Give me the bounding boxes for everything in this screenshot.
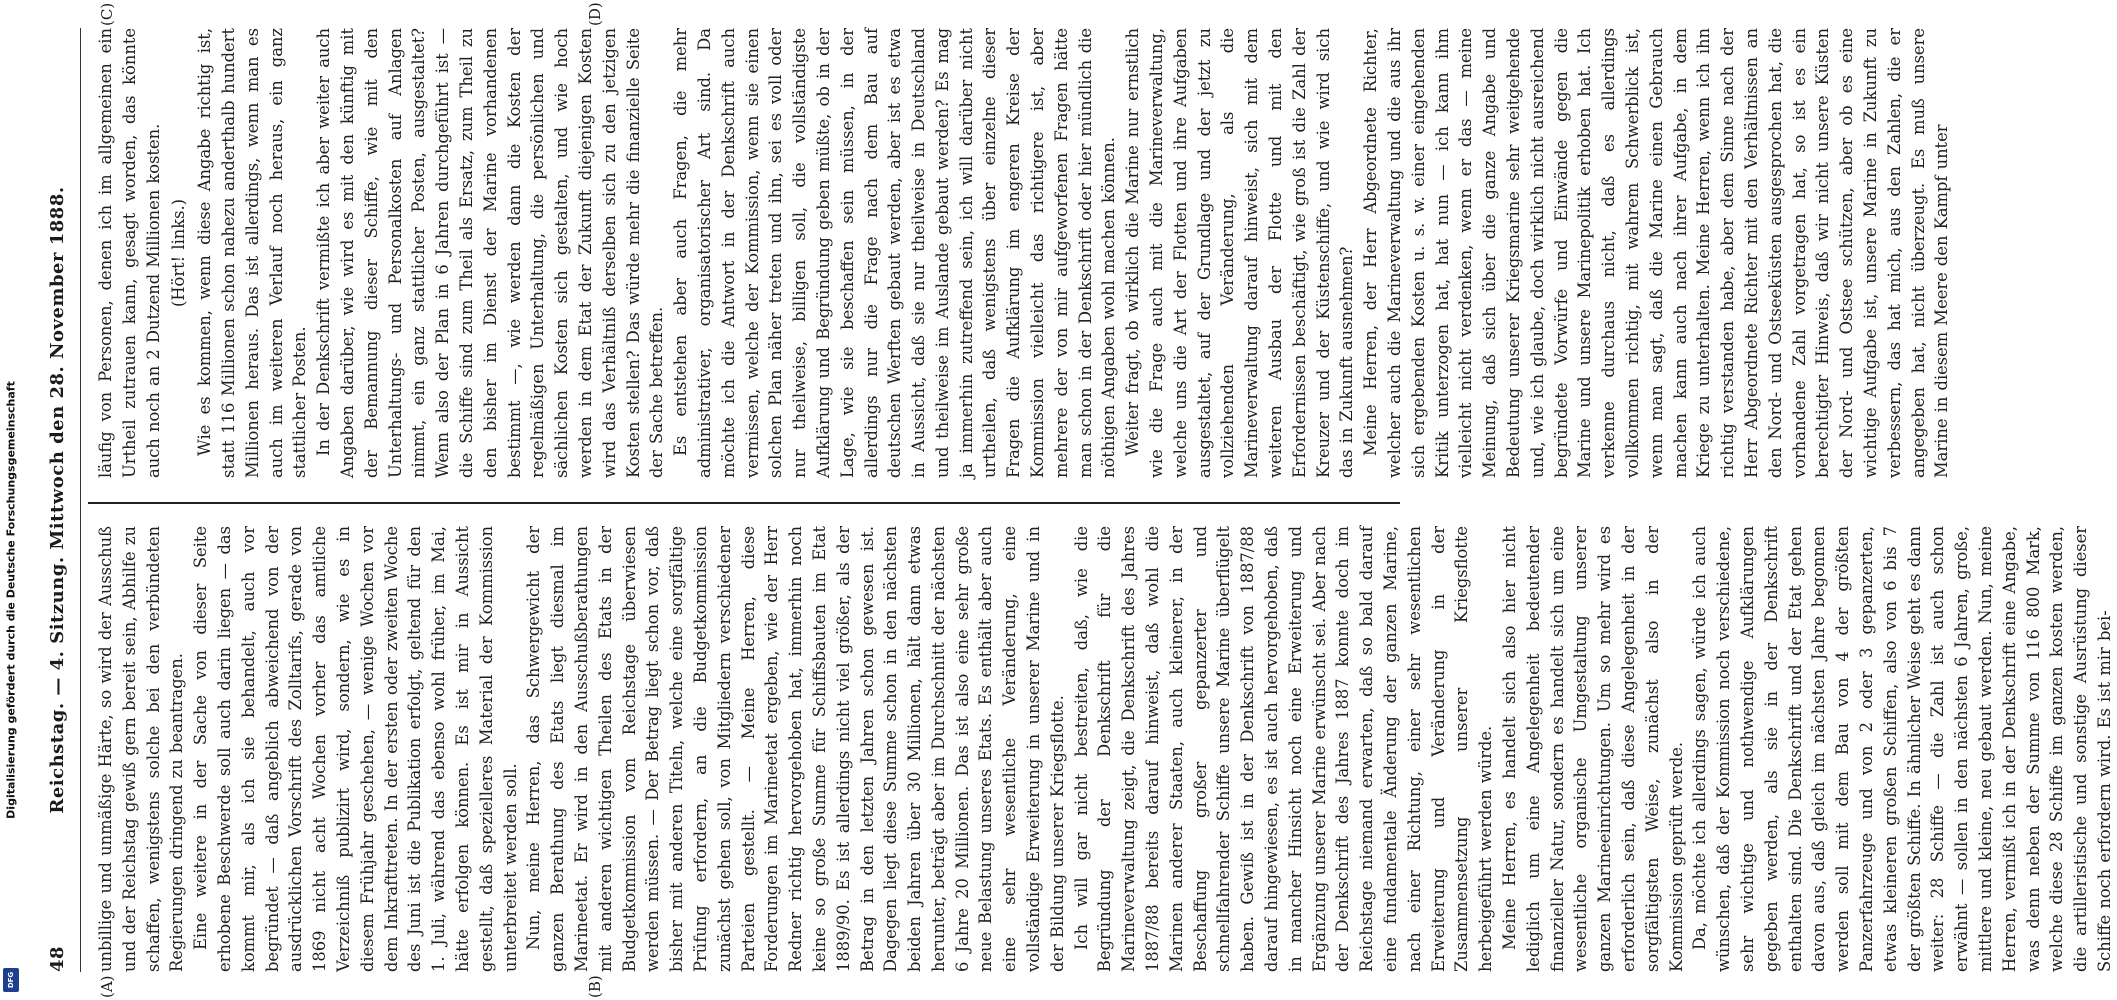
margin-marker-a: (A) (98, 975, 116, 998)
paragraph: Ich will gar nicht bestreiten, daß, wie die Begründung der Denkschrift für die Marineverwaltung zeigt, die Denkschrift des Jahres 1887/88 bereits darauf hinweist, daß wohl die Marinen anderer Staaten, auch kleinerer, in der Beschaffung großer gepanzerter und schnellfahrender Schiffe unsere Marine überflügelt haben. Gewiß ist in der Denkschrift von 1887/88 darauf hingewiesen, es ist auch hervorgehoben, daß in mancher Hinsicht noch eine Erweiterung und Ergänzung unserer Marine erwünscht sei. Aber nach der Denkschrift des Jahres 1887 konnte doch im Reichstage niemand erwarten, daß so bald darauf eine fundamentale Änderung der ganzen Marine, nach einer Richtung, einer sehr wesentlichen Erweiterung und Veränderung in der Zusammensetzung unserer Kriegsflotte herbeigeführt werden würde. (1071, 526, 1496, 972)
paragraph: Es entstehen aber auch Fragen, die mehr administrativer, organisatorischer Art sind. Da möchte ich die Antwort in der Denkschrift auch vermissen, welche der Kommission, wenn sie einen solchen Plan näher treten und ihn, sei es voll oder nur theilweise, billigen soll, die vollständigste Aufklärung und Begründung geben müßte, ob in der Lage, wie sie beschaffen sein müssen, in der allerdings nur die Frage nach dem Bau auf deutschen Werften gebaut werden, aber ist es etwa in Aussicht, daß sie nur theilweise in Deutschland und theilweise im Auslande gebaut werden? Es mag ja immerhin zutreffend sein, ich will darüber nicht urtheilen, daß wenigstens über einzelne dieser Fragen die Aufklärung im engeren Kreise der Kommission vielleicht das richtigere ist, aber mehrere der von mir aufgeworfenen Fragen hätte man schon in der Denkschrift oder hier mündlich die nöthigen Angaben wohl machen können. (671, 28, 1119, 478)
header-rule (80, 28, 81, 972)
paragraph: Meine Herren, der Herr Abgeordnete Richter, welcher auch die Marineverwaltung und die aus ihr sich ergebenden Kosten u. s. w. einer eingehenden Kritik unterzogen hat, hat nun — ich kann ihm vielleicht nicht verdenken, wenn er das — meine Meinung, daß sich über die ganze Angabe und Bedeutung unserer Kriegsmarine sehr weitgehende und, wie ich glaube, doch wirklich nicht ausreichend begründete Vorwürfe und Einwände gegen die Marine und unsere Marinepolitik erhoben hat. Ich verkenne durchaus nicht, daß es allerdings vollkommen richtig, mit wahrem Schwerblick ist, wenn man sagt, daß die Marine einen Gebrauch machen kann auch nach ihrer Aufgabe, in dem Kriege zu unterhalten. Meine Herren, wenn ich ihn richtig verstanden habe, aber dem Sinne nach der Herr Abgeordnete Richter mit den Verhältnissen an den Nord- und Ostseeküsten ausgesprochen hat, die vorhandene Zahl vorgetragen hat, so ist es ein berechtigter Hinweis, daß wir nicht unsere Küsten der Nord- und Ostsee schützen, aber ob es eine wichtige Aufgabe ist, unsere Marine in Zukunft zu verbessern, das hat mich, aus den Zahlen, die er angegeben hat, nicht überzeugt. Es muß unsere Marine in diesem Meere den Kampf unter (1361, 28, 1952, 478)
dfg-logo-text: DFG (7, 971, 15, 989)
margin-marker-b: (B) (586, 975, 604, 998)
dfg-logo (3, 968, 19, 992)
rotated-document-body (26, 2, 2114, 998)
margin-marker-d: (D) (586, 2, 604, 26)
margin-marker-c: (C) (98, 2, 116, 26)
paragraph: Da, möchte ich allerdings sagen, würde ich auch wünschen, daß der Kommission noch verschiedene, sehr wichtige und nothwendige Aufklärungen gegeben werden, als sie in der Denkschrift enthalten sind. Die Denkschrift und der Etat gehen davon aus, daß gleich im nächsten Jahre begonnen werden soll mit dem Bau von 4 der größten Panzerfahrzeuge und von 2 oder 3 gepanzerten, etwas kleineren großen Schiffen, also von 6 bis 7 der größten Schiffe. In ähnlicher Weise geht es dann weiter: 28 Schiffe — die Zahl ist auch schon erwähnt — sollen in den nächsten 6 Jahren, große, mittlere und kleine, neu gebaut werden. Nun, meine Herren, vermißt ich in der Denkschrift eine Angabe, was denn neben der Summe von 116 800 Mark, welche diese 28 Schiffe im ganzen kosten werden, die artilleristische und sonstige Ausrüstung dieser Schiffe noch erfordern wird. Es ist mir bei- (1690, 526, 2114, 972)
paragraph: läufig von Personen, denen ich im allgemeinen ein Urtheil zutrauen kann, gesagt worden, das könnte auch noch an 2 Dutzend Millionen kosten. (96, 28, 163, 478)
right-text-column (94, 28, 1952, 478)
interjection: (Hört! links.) (169, 198, 189, 308)
column-divider (88, 502, 1400, 504)
paragraph: Meine Herren, es handelt sich also hier nicht lediglich um eine Angelegenheit bedeutender finanzieller Natur, sondern es handelt sich um eine wesentliche organische Umgestaltung unserer ganzen Marineeinrichtungen. Um so mehr wird es erforderlich sein, daß diese Angelegenheit in der sorgfältigsten Weise, zunächst also in der Kommission geprüft werde. (1500, 526, 1686, 972)
paragraph: In der Denkschrift vermißte ich aber weiter auch Angaben darüber, wie wird es mit den künftig mit der Bemannung dieser Schiffe, wie mit den Unterhaltungs- und Personalkosten auf Anlagen nimmt, ein ganz stattlicher Posten, ausgestaltet? Wenn also der Plan in 6 Jahren durchgeführt ist — die Schiffe sind zum Theil als Ersatz, zum Theil zu den bisher im Dienst der Marine vorhandenen bestimmt —, wie werden dann die Kosten der regelmäßigen Unterhaltung, die persönlichen und sächlichen Kosten sich gestalten, und wie hoch werden in dem Etat der Zukunft diejenigen Kosten wird das Verhältniß derselben sich zu den jetzigen Kosten stellen? Das würde mehr die finanzielle Seite der Sache betreffen. (314, 28, 667, 478)
paragraph: unbillige und unmäßige Härte, so wird der Ausschuß und der Reichstag gewiß gern bereit sein, Abhilfe zu schaffen, wenigstens solche bei den verbündeten Regierungen dringend zu beantragen. (96, 526, 187, 972)
left-text-column (94, 526, 2114, 972)
running-header (40, 28, 74, 972)
paragraph: Weiter fragt, ob wirklich die Marine nur ernstlich wie die Frage auch mit die Marineverwaltung, welche uns die Art der Flotten und ihre Aufgaben ausgestaltet, auf der Grundlage und der jetzt zu vollziehenden Veränderung, als die Marineverwaltung darauf hinweist, sich mit dem weiteren Ausbau der Flotte und mit den Erfordernissen beschäftigt, wie groß ist die Zahl der Kreuzer und der Küstenschiffe, und wie wird sich das in Zukunft ausnehmen? (1123, 28, 1357, 478)
paragraph: Wie es kommen, wenn diese Angabe richtig ist, statt 116 Millionen schon nahezu anderthalb hundert Millionen heraus. Das ist allerdings, wenn man es auch im weiteren Verlauf noch heraus, ein ganz stattlicher Posten. (195, 28, 310, 478)
page-title: Reichstag. — 4. Sitzung. Mittwoch den 28. November 1888. (46, 186, 68, 814)
digitization-credit-bar (0, 0, 22, 1000)
paragraph: Eine weitere in der Sache von dieser Seite erhobene Beschwerde soll auch darin liegen — das kommt mir, als ich sie behandelt, auch vor begründet — daß angeblich abweichend von der ausdrücklichen Vorschrift des Zolltarifs, gerade von 1869 nicht acht Wochen vorher das amtliche Verzeichniß publizirt wird, sondern, wie es in diesem Frühjahr geschehen, — wenige Wochen vor dem Inkrafttreten. In der ersten oder zweiten Woche des Juni ist die Publikation erfolgt, geltend für den 1. Juli, während das ebenso wohl früher, im Mai, hätte erfolgen können. Es ist mir in Aussicht gestellt, daß spezielleres Material der Kommission unterbreitet werden soll. (191, 526, 520, 972)
paragraph: Nun, meine Herren, das Schwergewicht der ganzen Berathung des Etats liegt diesmal im Marineetat. Er wird in den Ausschußberathungen mit anderen wichtigen Theilen des Etats in der Budgetkommission vom Reichstage überwiesen werden müssen. — Der Betrag liegt schon vor, daß bisher mit anderen Titeln, welche eine sorgfältige Prüfung erfordern, an die Budgetkommission zunächst gehen soll, von Mitgliedern verschiedener Parteien gestellt. — Meine Herren, diese Forderungen im Marineetat ergeben, wie der Herr Redner richtig hervorgehoben hat, immerhin noch keine so große Summe für Schiffsbauten im Etat 1889/90. Es ist allerdings nicht viel größer, als der Betrag in den letzten Jahren schon gewesen ist. Dagegen liegt diese Summe schon in den nächsten beiden Jahren über 30 Millionen, hält dann etwas herunter, beträgt aber im Durchschnitt der nächsten 6 Jahre 20 Millionen. Das ist also eine sehr große neue Belastung unseres Etats. Es enthält aber auch eine sehr wesentliche Veränderung, eine vollständige Erweiterung in unserer Marine und in der Bildung unserer Kriegsflotte. (524, 526, 1067, 972)
digitization-credit-text: Digitalisierung gefördert durch die Deutsche Forschungsgemeinschaft (4, 381, 18, 819)
page-number: 48 (46, 945, 68, 972)
